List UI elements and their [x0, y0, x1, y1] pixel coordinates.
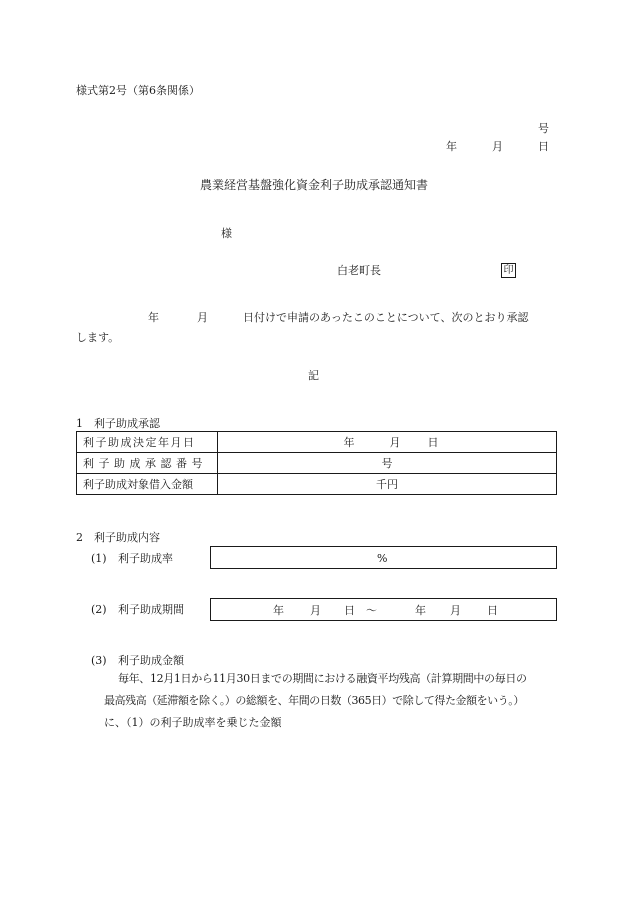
amount-line-1: 毎年、12月1日から11月30日までの期間における融資平均残高（計算期間中の毎日の: [118, 672, 527, 685]
rate-unit: %: [377, 552, 388, 565]
period-label: 利子助成期間: [118, 603, 184, 616]
period-number: (2): [91, 603, 107, 616]
decision-month: 月: [389, 435, 401, 449]
period-to-day: 日: [487, 604, 498, 617]
table-row: [77, 474, 557, 495]
rate-box: [210, 546, 557, 569]
seal-mark: 印: [501, 263, 516, 278]
section1-heading: 1 利子助成承認: [76, 417, 160, 430]
intro-text: 日付けで申請のあったこのことについて、次のとおり承認: [243, 311, 529, 324]
amount-line-3: に、（1）の利子助成率を乗じた金額: [104, 716, 282, 729]
addressee-suffix: 様: [221, 227, 232, 240]
amount-label: 利子助成金額: [118, 654, 184, 667]
intro-continuation: します。: [76, 331, 120, 344]
decision-day: 日: [427, 435, 439, 449]
decision-date-label: 利子助成決定年月日: [77, 432, 218, 453]
amount-number: (3): [91, 654, 107, 667]
date-year: 年: [446, 140, 457, 153]
form-number: 様式第2号（第6条関係）: [76, 84, 200, 97]
period-from-day: 日: [344, 604, 355, 617]
table-row: [77, 453, 557, 474]
decision-date-value: [218, 432, 557, 453]
document-number-suffix: 号: [538, 122, 549, 135]
approval-number-value: 号: [218, 453, 557, 474]
period-from-month: 月: [310, 604, 321, 617]
rate-number: (1): [91, 552, 107, 565]
approval-number-label: 利子助成承認番号: [77, 453, 218, 474]
period-from-year: 年: [273, 604, 284, 617]
period-box: [210, 598, 557, 621]
date-day: 日: [538, 140, 549, 153]
period-to-year: 年: [415, 604, 426, 617]
issuer-name: 白老町長: [337, 264, 381, 277]
period-tilde: ～: [366, 604, 377, 617]
table-row: [77, 432, 557, 453]
document-title: 農業経営基盤強化資金利子助成承認通知書: [200, 178, 429, 192]
amount-line-2: 最高残高（延滞額を除く。）の総額を、年間の日数（365日）で除して得た金額をいう。）: [104, 694, 524, 707]
period-to-month: 月: [450, 604, 461, 617]
ki-mark: 記: [308, 369, 319, 382]
section2-heading: 2 利子助成内容: [76, 531, 160, 544]
date-month: 月: [492, 140, 503, 153]
intro-year: 年: [148, 311, 159, 324]
intro-month: 月: [197, 311, 208, 324]
loan-amount-label: 利子助成対象借入金額: [77, 474, 218, 495]
loan-amount-value: 千円: [218, 474, 557, 495]
rate-label: 利子助成率: [118, 552, 173, 565]
decision-year: 年: [343, 435, 355, 449]
approval-table: [76, 431, 557, 495]
